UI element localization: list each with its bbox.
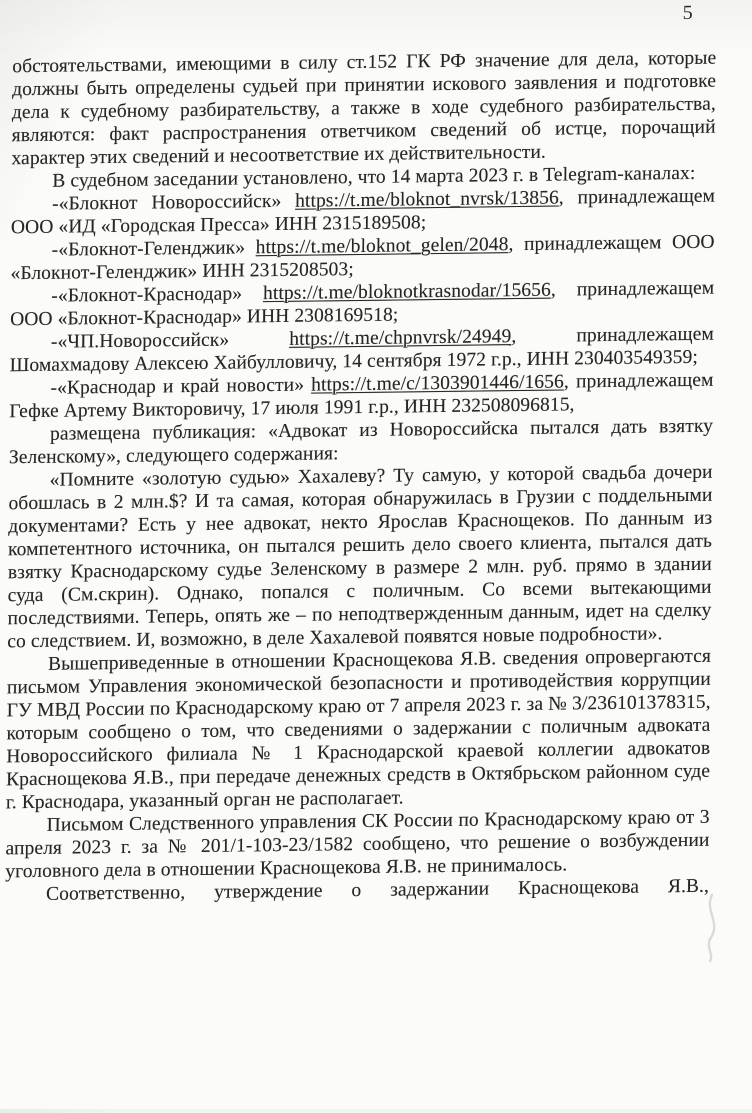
paragraph xyxy=(6,645,711,815)
text-run: , принадлежащем Гефке Артему Викторовичу, 17 июля 1991 г.р., ИНН 232508096815, xyxy=(9,369,714,423)
text-run: , принадлежащем ООО «Блокнот-Краснодар» ИНН 2308169518; xyxy=(10,277,715,331)
text-run: , принадлежащем Шомахмадову Алексею Хайбулловичу, 14 сентября 1972 г.р., ИНН 230403549359; xyxy=(9,323,714,377)
text-run: -«Блокнот-Краснодар» xyxy=(51,283,264,307)
document-body xyxy=(5,47,716,907)
text-run: Соответственно, утверждение о задержании Краснощекова Я.В., xyxy=(45,875,710,905)
telegram-link: https://t.me/bloknot_gelen/2048 xyxy=(255,234,509,259)
scan-content xyxy=(3,0,717,1113)
telegram-link: https://t.me/bloknot_nvrsk/13856 xyxy=(295,187,559,212)
text-run: , принадлежащем ООО «ИД «Городская Пресса» ИНН 2315189508; xyxy=(10,185,716,239)
text-run: -«ЧП.Новороссийск» xyxy=(50,328,290,353)
text-run: размещена публикация: «Адвокат из Новороссийска пытался дать взятку Зеленскому», следующего содержания: xyxy=(8,415,714,469)
text-run: -«Блокнот-Геленджик» xyxy=(51,237,256,261)
text-run: -«Краснодар и край новости» xyxy=(50,374,312,399)
text-run: , принадлежащем ООО «Блокнот-Геленджик» ИНН 2315208503; xyxy=(10,231,715,285)
text-run: обстоятельствами, имеющими в силу ст.152 ГК РФ значение для дела, которые должны быть определены судьей при принятии искового заявления и подготовке дела к судебному разбирательству, а также в ходе судебного разбирательства, являются: факт распространения ответчиком сведений об истце, порочащий характер этих сведений и несоответствие их действительности. xyxy=(11,47,717,170)
telegram-link: https://t.me/c/1303901446/1656 xyxy=(311,371,564,396)
paragraph xyxy=(7,461,713,654)
text-run: В судебном заседании установлено, что 14 марта 2023 г. в Telegram-каналах: xyxy=(52,162,696,192)
paragraph xyxy=(5,806,710,884)
text-run: Вышеприведенные в отношении Краснощекова Я.В. сведения опровергаются письмом Управления экономической безопасности и противодействия коррупции ГУ МВД России по Краснодарскому краю от 7 апреля 2023 г. за № 3/236101378315, которым сообщено о том, что сведениями о задержании с поличным адвоката Новороссийского филиала № 1 Краснодарской краевой коллегии адвокатов Краснощекова Я.В., при передаче денежных средств в Октябрьском районном суде г. Краснодара, указанный орган не располагает. xyxy=(5,645,712,814)
page-number: 5 xyxy=(682,1,693,25)
telegram-link: https://t.me/chpnvrsk/24949 xyxy=(289,326,512,350)
text-run: -«Блокнот Новороссийск» xyxy=(52,190,296,215)
text-run: Письмом Следственного управления СК России по Краснодарскому краю от 3 апреля 2023 г. за № 201/1-103-23/1582 сообщено, что решение о возбуждении уголовного дела в отношении Краснощекова Я.В. не принималось. xyxy=(5,806,710,883)
telegram-link: https://t.me/bloknotkrasnodar/15656 xyxy=(262,279,552,305)
text-run: «Помните «золотую судью» Хахалеву? Ту самую, у которой свадьба дочери обошлась в 2 млн.$? И та самая, которая обнаружилась в Грузии с поддельными документами? Есть у нее адвокат, некто Ярослав Краснощеков. По данным из компетентного источника, он пытался решить дело своего клиента, пытался дать взятку Краснодарскому судье Зеленскому в размере 2 млн. руб. прямо в здании суда (См.скрин). Однако, попался с поличным. Со всеми вытекающими последствиями. Теперь, опять же – по неподтвержденным данным, идет на сделку со следствием. И, возможно, в деле Хахалевой появятся новые подробности». xyxy=(7,461,713,653)
paragraph xyxy=(11,47,716,171)
